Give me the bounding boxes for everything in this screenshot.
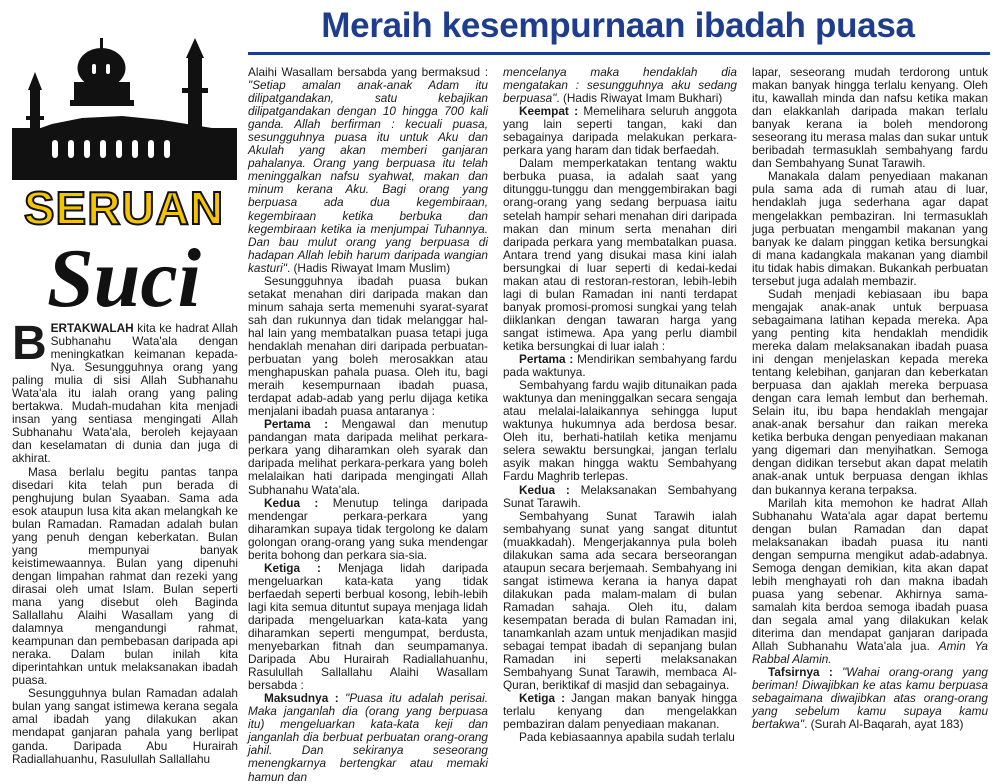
paragraph: [248, 562, 488, 692]
paragraph: [503, 692, 737, 731]
item-label: Ketiga :: [264, 560, 321, 575]
paragraph: [503, 66, 737, 105]
paragraph: Sudah menjadi kebiasaan ibu bapa mengajak anak-anak untuk berpuasa sebagaimana latihan kepada mereka. Apa yang penting kita hendaklah mendidik mereka dalam melaksanakan ibadah puasa ini dengan menjelaskan kepada mereka tentang kelebihan, ganjaran dan keberkatan berpuasa dan ajaklah mereka berpuasa dengan cara lemah lembut dan berhemah. Selain itu, ibu bapa hendaklah mengajar anak-anak bersahur dan raikan mereka ketika berbuka dengan penyediaan makanan yang digemari dan menyihatkan. Semoga dengan didikan tersebut akan dapat melatih anak-anak untuk berpuasa dengan ikhlas dan bukannya kerana terpaksa.: [752, 286, 988, 497]
article-column-1: [12, 317, 238, 774]
seruan-suci-logo: [12, 28, 237, 325]
paragraph-text: Jangan makan banyak hingga terlalu kenyang dan mengelakkan pembaziran dalam penyediaan makanan.: [503, 691, 738, 732]
paragraph-text: Alaihi Wasallam bersabda yang bermaksud :: [248, 65, 488, 79]
paragraph: [248, 66, 488, 275]
article-column-2: [248, 65, 488, 784]
paragraph: [503, 105, 737, 157]
paragraph: [248, 692, 488, 783]
item-label: Pertama :: [519, 352, 574, 367]
mosque-logo-graphic: [12, 28, 237, 325]
paragraph: [248, 418, 488, 496]
paragraph: [503, 484, 737, 510]
lead-word: ERTAKWALAH: [50, 321, 134, 335]
item-label: Kedua :: [519, 482, 570, 497]
mosque-silhouette-icon: [12, 38, 237, 180]
closing-prayer: Amin Ya Rabbal Alamin.: [752, 639, 988, 667]
paragraph: Sesungguhnya bulan Ramadan adalah bulan yang sangat istimewa kerana segala amal ibadah yang dilakukan akan mendapat ganjaran pahala yang berlipat ganda. Daripada Abu Hurairah Radiallahuanhu, Rasulullah Sallallahu: [12, 686, 238, 766]
paragraph: Pada kebiasaannya apabila sudah terlalu: [519, 730, 735, 745]
paragraph: Masa berlalu begitu pantas tanpa disedari kita telah pun berada di penghujung bulan Syaaban. Sama ada esok ataupun lusa kita akan melangkah ke bulan Ramadan. Ramadan adalah bulan yang penuh dengan keberkatan. Bulan yang mempunyai banyak keistimewaannya. Bulan yang dipenuhi dengan limpahan rahmat dan rezeki yang dirasai oleh umat Islam. Bulan seperti mana yang disebut oleh Baginda Sallallahu Alaihi Wasallam yang di dalamnya mengandungi rahmat, keampunan dan pembebasan daripada api neraka. Dalam bulan inilah kita diperintahkan untuk melaksanakan ibadah puasa.: [12, 464, 238, 688]
quran-quote: "Wahai orang-orang yang beriman! Diwajibkan ke atas kamu berpuasa sebagaimana diwajibkan atas orang-orang yang sebelum kamu supaya kamu bertakwa": [752, 665, 988, 732]
article-column-3: [503, 66, 737, 776]
hadith-quote: mencelanya maka hendaklah dia mengatakan : sesungguhnya aku sedang berpuasa": [503, 65, 737, 106]
paragraph: [752, 497, 988, 667]
paragraph: [503, 353, 737, 379]
hadith-quote: "Setiap amalan anak-anak Adam itu dilipatgandakan, satu kebajikan dilipatgandakan dengan 10 hingga 700 kali ganda. Allah berfirman : kecuali puasa, sesungguhnya puasa itu untuk Aku dan Akulah yang akan memberi ganjaran pahalanya. Orang yang berpuasa itu telah meninggalkan nafsu syahwat, makan dan minum kerana Aku. Bagi orang yang berpuasa ada dua kegembiraan, kegembiraan ketika berbuka dan kegembiraan ketika ia menjumpai Tuhannya. Dan bau mulut orang yang berpuasa di hadapan Allah lebih harum daripada wangian kasturi": [248, 78, 488, 275]
article-headline: Meraih kesempurnaan ibadah puasa: [321, 6, 915, 45]
paragraph-text: kita ke hadrat Allah Subhanahu Wata'ala dengan meningkatkan keimanan kepada-Nya. Sesungguhnya orang yang paling mulia di sisi Allah Subhanahu Wata'ala itu ialah orang yang paling bertakwa. Mudah-mudahan kita menjadi insan yang sentiasa mengingati Allah Subhanahu Wata'ala, beroleh kejayaan dan keselamatan di dunia dan juga di akhirat.: [12, 321, 238, 466]
item-label: Keempat :: [519, 104, 579, 119]
citation: . (Hadis Riwayat Imam Bukhari): [556, 91, 723, 106]
paragraph: Manakala dalam penyediaan makanan pula sama ada di rumah atau di luar, hendaklah juga sederhana agar dapat mengelakkan pembaziran. Ini termasuklah juga perbuatan mengambil makanan yang banyak ke dalam pinggan ketika bersungkai di mana kadangkala makanan yang diambil itu tidak habis dimakan. Bukankah perbuatan tersebut juga adalah membazir.: [752, 169, 988, 288]
logo-word-suci: Suci: [46, 232, 202, 325]
hadith-quote: "Puasa itu adalah perisai. Maka janganlah dia (orang yang berpuasa itu) mengeluarkan kata-kata keji dan janganlah dia berbuat perbuatan orang-orang jahil. Dan sekiranya seseorang menengkarnya bertengkar atau memaki hamun dan: [248, 691, 488, 784]
item-label: Ketiga :: [519, 691, 566, 706]
paragraph: Sembahyang fardu wajib ditunaikan pada waktunya dan meninggalkan secara sengaja atau melalai-lalaikannya sehingga luput waktunya hukumnya ada berdosa besar. Oleh itu, berhati-hatilah ketika menjamu selera sewaktu bersungkai, jangan terlalu asyik makan hingga waktu Sembahyang Fardu Maghrib terlepas.: [503, 378, 737, 484]
paragraph: Dalam memperkatakan tentang waktu berbuka puasa, ia adalah saat yang ditunggu-tunggu dan menggembirakan bagi orang-orang yang sedang berpuasa iaitu setelah hampir sehari menahan diri daripada makan dan minum serta menahan diri daripada perkara yang membatalkan puasa. Antara trend yang disukai masa kini ialah bersungkai di luar seperti di kedai-kedai makan atau di restoran-restoran, lebih-lebih lagi di bulan Ramadan ini nanti terdapat banyak promosi-promosi sungkai yang telah diiklankan dengan tawaran harga yang sangat istimewa. Apa yang perlu diambil ketika bersungkai di luar ialah :: [503, 156, 737, 353]
paragraph: Sesungguhnya ibadah puasa bukan setakat menahan diri daripada makan dan minum sahaja serta memenuhi syarat-syarat sah dan rukunnya dan tidak melanggar hal-hal lain yang membatalkan puasa tetapi juga hendaklah menahan diri daripada perbuatan-perbuatan yang boleh merosakkan atau menghapuskan pahala puasa. Oleh itu, bagi meraih kesempurnaan ibadah puasa, terdapat adab-adab yang perlu dijaga ketika menjalani ibadah puasa antaranya :: [248, 273, 488, 419]
citation: . (Hadis Riwayat Imam Muslim): [286, 260, 451, 275]
paragraph: [248, 497, 488, 562]
paragraph-text: Mengawal dan menutup pandangan mata daripada melihat perkara-perkara yang diharamkan oleh syarak dan daripada melihat perkara-perkara yang boleh melalaikan hati daripada mengingati Allah Subhanahu Wata'ala.: [248, 417, 488, 497]
item-label: Pertama :: [264, 417, 329, 432]
item-label: Tafsirnya :: [768, 665, 833, 680]
paragraph: [752, 666, 988, 731]
item-label: Maksudnya :: [264, 691, 339, 706]
paragraph-text: Memelihara seluruh anggota yang lain seperti tangan, kaki dan sebagainya daripada melakukan perkara-perkara yang haram dan tidak berfaedah.: [503, 104, 737, 158]
paragraph: [12, 317, 238, 466]
article-column-4: [752, 66, 988, 776]
paragraph-text: Marilah kita memohon ke hadrat Allah Subhanahu Wata'ala agar dapat bertemu dengan bulan Ramadan dan dapat melaksanakan ibadah puasa itu nanti dengan sempurna mengikut adab-adabnya. Semoga dengan demikian, kita akan dapat lebih menghayati roh dan makna ibadah puasa yang sebenar. Akhirnya sama-samalah kita berdoa semoga ibadah puasa dan segala amal yang dilakukan kelak diterima dan mendapat ganjaran daripada Allah Subhanahu Wata'ala jua.: [752, 495, 988, 654]
paragraph-text: Melaksanakan Sembahyang Sunat Tarawih.: [503, 482, 737, 510]
paragraph-text: Menjaga lidah daripada mengeluarkan kata-kata yang tidak berfaedah seperti berbual kosong, lebih-lebih lagi kita semua dituntut supaya menjaga lidah daripada mengeluarkan kata-kata yang diharamkan seperti mengumpat, berdusta, menyebarkan fitnah dan seumpamanya. Daripada Abu Hurairah Radiallahuanhu, Rasulullah Sallallahu Alaihi Wasallam bersabda :: [248, 560, 488, 693]
paragraph-text: Mendirikan sembahyang fardu pada waktunya.: [503, 352, 737, 380]
paragraph-text: Menutup telinga daripada mendengar perkara-perkara yang diharamkan supaya tidak tergolong ke dalam golongan orang-orang yang suka mendengar berita bohong dan perkara sia-sia.: [248, 495, 488, 562]
logo-word-seruan: SERUAN: [23, 182, 225, 234]
paragraph: Sembahyang Sunat Tarawih ialah sembahyang sunat yang sangat dituntut (muakkadah). Mengerjakannya pula boleh dilakukan sama ada secara berseorangan ataupun secara berjemaah. Sembahyang ini sangat istimewa kerana ia hanya dapat dilakukan pada malam-malam di bulan Ramadan sahaja. Oleh itu, dalam kesempatan berada di bulan Ramadan ini, tanamkanlah azam untuk menjadikan masjid sebagai tempat ibadah di sepanjang bulan Ramadan ini seperti melaksanakan Sembahyang Sunat Tarawih, membaca Al-Quran, beriktikaf di masjid dan sebagainya.: [503, 508, 737, 693]
drop-cap: B: [12, 317, 47, 370]
item-label: Kedua :: [264, 495, 319, 510]
paragraph: lapar, seseorang mudah terdorong untuk makan banyak hingga terlalu kenyang. Oleh itu, kawallah minda dan nafsu ketika makan dan elakkanlah daripada makan terlalu banyak kerana ia boleh mendorong seseorang itu merasa malas dan sukar untuk beribadah termasuklah sembahyang fardu dan Sembahyang Sunat Tarawih.: [752, 65, 988, 171]
headline-rule: [248, 52, 990, 55]
citation: . (Surah Al-Baqarah, ayat 183): [804, 717, 964, 732]
